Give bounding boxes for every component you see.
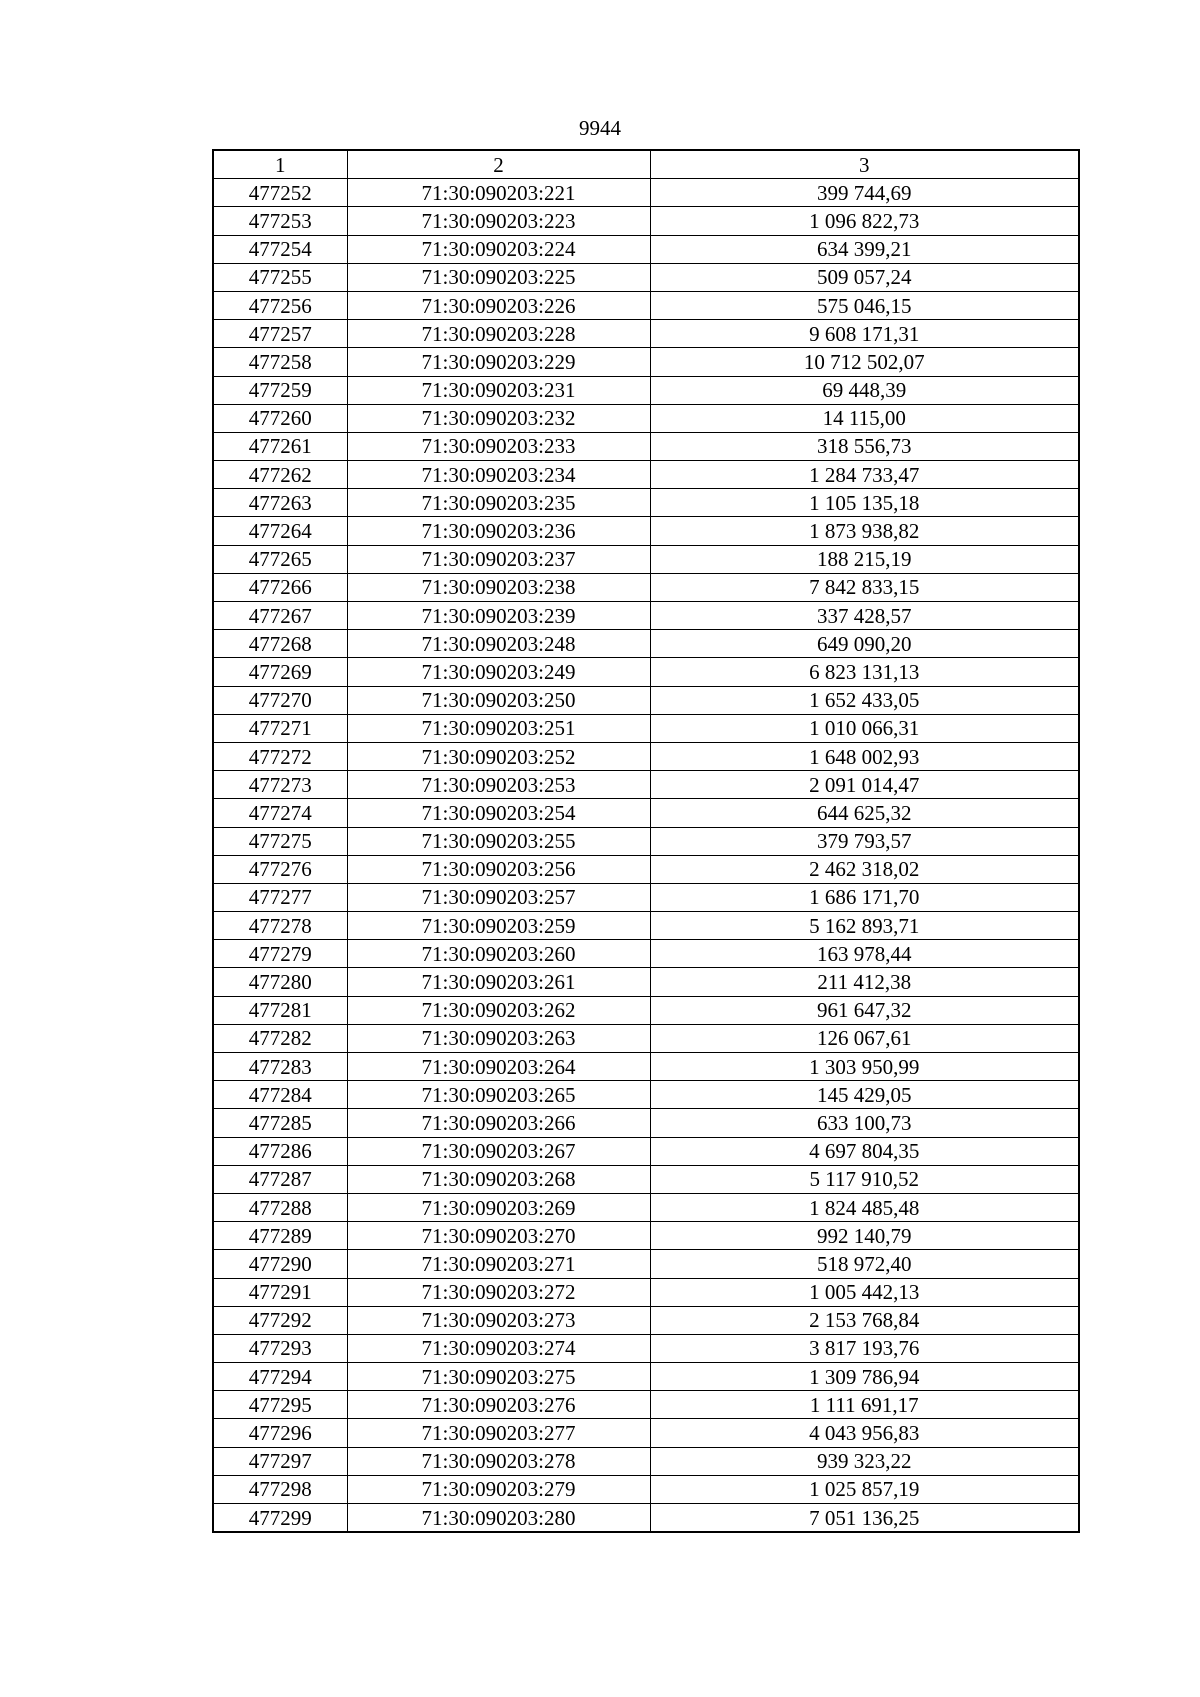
- table-row: [213, 263, 1079, 291]
- table-row: [213, 1504, 1079, 1533]
- cadastral-number-cell: 71:30:090203:261: [347, 968, 650, 996]
- table-row: [213, 207, 1079, 235]
- row-number-cell: 477253: [213, 207, 347, 235]
- cadastral-number-cell: 71:30:090203:272: [347, 1278, 650, 1306]
- row-number-cell: 477274: [213, 799, 347, 827]
- table-row: [213, 348, 1079, 376]
- cadastral-number-cell: 71:30:090203:259: [347, 912, 650, 940]
- value-cell: 2 153 768,84: [650, 1306, 1079, 1334]
- value-cell: 509 057,24: [650, 263, 1079, 291]
- cadastral-number-cell: 71:30:090203:232: [347, 404, 650, 432]
- table-row: [213, 1109, 1079, 1137]
- row-number-cell: 477294: [213, 1363, 347, 1391]
- table-row: [213, 1137, 1079, 1165]
- column-header-3: 3: [650, 150, 1079, 179]
- value-cell: 644 625,32: [650, 799, 1079, 827]
- table-row: [213, 376, 1079, 404]
- row-number-cell: 477264: [213, 517, 347, 545]
- table-row: [213, 1363, 1079, 1391]
- table-row: [213, 912, 1079, 940]
- row-number-cell: 477266: [213, 573, 347, 601]
- cadastral-number-cell: 71:30:090203:254: [347, 799, 650, 827]
- row-number-cell: 477284: [213, 1081, 347, 1109]
- row-number-cell: 477283: [213, 1053, 347, 1081]
- table-row: [213, 968, 1079, 996]
- cadastral-number-cell: 71:30:090203:251: [347, 714, 650, 742]
- row-number-cell: 477260: [213, 404, 347, 432]
- cadastral-number-cell: 71:30:090203:277: [347, 1419, 650, 1447]
- value-cell: 1 025 857,19: [650, 1475, 1079, 1503]
- value-cell: 1 652 433,05: [650, 686, 1079, 714]
- row-number-cell: 477256: [213, 291, 347, 319]
- table-header-row: [213, 150, 1079, 179]
- cadastral-number-cell: 71:30:090203:237: [347, 545, 650, 573]
- table-row: [213, 742, 1079, 770]
- table-container: [212, 149, 1078, 1533]
- value-cell: 399 744,69: [650, 179, 1079, 207]
- column-header-2: 2: [347, 150, 650, 179]
- cadastral-number-cell: 71:30:090203:223: [347, 207, 650, 235]
- data-table: [212, 149, 1080, 1533]
- cadastral-number-cell: 71:30:090203:252: [347, 742, 650, 770]
- row-number-cell: 477295: [213, 1391, 347, 1419]
- table-row: [213, 658, 1079, 686]
- value-cell: 1 105 135,18: [650, 489, 1079, 517]
- table-row: [213, 827, 1079, 855]
- cadastral-number-cell: 71:30:090203:235: [347, 489, 650, 517]
- table-row: [213, 1334, 1079, 1362]
- cadastral-number-cell: 71:30:090203:257: [347, 883, 650, 911]
- table-row: [213, 1306, 1079, 1334]
- table-row: [213, 461, 1079, 489]
- cadastral-number-cell: 71:30:090203:279: [347, 1475, 650, 1503]
- value-cell: 1 010 066,31: [650, 714, 1079, 742]
- row-number-cell: 477252: [213, 179, 347, 207]
- row-number-cell: 477275: [213, 827, 347, 855]
- row-number-cell: 477261: [213, 432, 347, 460]
- row-number-cell: 477297: [213, 1447, 347, 1475]
- cadastral-number-cell: 71:30:090203:256: [347, 855, 650, 883]
- value-cell: 3 817 193,76: [650, 1334, 1079, 1362]
- cadastral-number-cell: 71:30:090203:226: [347, 291, 650, 319]
- table-row: [213, 714, 1079, 742]
- row-number-cell: 477272: [213, 742, 347, 770]
- cadastral-number-cell: 71:30:090203:238: [347, 573, 650, 601]
- cadastral-number-cell: 71:30:090203:269: [347, 1193, 650, 1221]
- cadastral-number-cell: 71:30:090203:233: [347, 432, 650, 460]
- table-row: [213, 489, 1079, 517]
- value-cell: 5 117 910,52: [650, 1165, 1079, 1193]
- row-number-cell: 477273: [213, 771, 347, 799]
- row-number-cell: 477290: [213, 1250, 347, 1278]
- table-row: [213, 1419, 1079, 1447]
- value-cell: 1 303 950,99: [650, 1053, 1079, 1081]
- cadastral-number-cell: 71:30:090203:239: [347, 602, 650, 630]
- value-cell: 145 429,05: [650, 1081, 1079, 1109]
- cadastral-number-cell: 71:30:090203:267: [347, 1137, 650, 1165]
- table-row: [213, 1475, 1079, 1503]
- page-number-container: [0, 116, 1200, 140]
- cadastral-number-cell: 71:30:090203:224: [347, 235, 650, 263]
- cadastral-number-cell: 71:30:090203:268: [347, 1165, 650, 1193]
- table-row: [213, 1165, 1079, 1193]
- table-row: [213, 799, 1079, 827]
- value-cell: 163 978,44: [650, 940, 1079, 968]
- value-cell: 10 712 502,07: [650, 348, 1079, 376]
- row-number-cell: 477293: [213, 1334, 347, 1362]
- row-number-cell: 477268: [213, 630, 347, 658]
- row-number-cell: 477269: [213, 658, 347, 686]
- row-number-cell: 477296: [213, 1419, 347, 1447]
- table-row: [213, 517, 1079, 545]
- table-row: [213, 320, 1079, 348]
- table-row: [213, 432, 1079, 460]
- row-number-cell: 477259: [213, 376, 347, 404]
- row-number-cell: 477291: [213, 1278, 347, 1306]
- row-number-cell: 477263: [213, 489, 347, 517]
- table-row: [213, 1222, 1079, 1250]
- table-row: [213, 573, 1079, 601]
- value-cell: 126 067,61: [650, 1024, 1079, 1052]
- row-number-cell: 477262: [213, 461, 347, 489]
- page-number: 9944: [579, 116, 621, 140]
- value-cell: 337 428,57: [650, 602, 1079, 630]
- cadastral-number-cell: 71:30:090203:248: [347, 630, 650, 658]
- value-cell: 992 140,79: [650, 1222, 1079, 1250]
- cadastral-number-cell: 71:30:090203:270: [347, 1222, 650, 1250]
- table-row: [213, 1250, 1079, 1278]
- value-cell: 961 647,32: [650, 996, 1079, 1024]
- value-cell: 1 096 822,73: [650, 207, 1079, 235]
- table-row: [213, 883, 1079, 911]
- value-cell: 6 823 131,13: [650, 658, 1079, 686]
- value-cell: 318 556,73: [650, 432, 1079, 460]
- cadastral-number-cell: 71:30:090203:231: [347, 376, 650, 404]
- value-cell: 2 462 318,02: [650, 855, 1079, 883]
- value-cell: 1 309 786,94: [650, 1363, 1079, 1391]
- row-number-cell: 477292: [213, 1306, 347, 1334]
- row-number-cell: 477286: [213, 1137, 347, 1165]
- row-number-cell: 477278: [213, 912, 347, 940]
- table-row: [213, 855, 1079, 883]
- table-row: [213, 686, 1079, 714]
- row-number-cell: 477288: [213, 1193, 347, 1221]
- cadastral-number-cell: 71:30:090203:262: [347, 996, 650, 1024]
- cadastral-number-cell: 71:30:090203:263: [347, 1024, 650, 1052]
- row-number-cell: 477289: [213, 1222, 347, 1250]
- value-cell: 1 005 442,13: [650, 1278, 1079, 1306]
- value-cell: 379 793,57: [650, 827, 1079, 855]
- value-cell: 633 100,73: [650, 1109, 1079, 1137]
- value-cell: 4 043 956,83: [650, 1419, 1079, 1447]
- cadastral-number-cell: 71:30:090203:271: [347, 1250, 650, 1278]
- row-number-cell: 477280: [213, 968, 347, 996]
- table-row: [213, 404, 1079, 432]
- value-cell: 939 323,22: [650, 1447, 1079, 1475]
- row-number-cell: 477299: [213, 1504, 347, 1533]
- value-cell: 649 090,20: [650, 630, 1079, 658]
- table-row: [213, 602, 1079, 630]
- cadastral-number-cell: 71:30:090203:253: [347, 771, 650, 799]
- cadastral-number-cell: 71:30:090203:265: [347, 1081, 650, 1109]
- value-cell: 7 842 833,15: [650, 573, 1079, 601]
- table-row: [213, 996, 1079, 1024]
- row-number-cell: 477254: [213, 235, 347, 263]
- value-cell: 7 051 136,25: [650, 1504, 1079, 1533]
- column-header-1: 1: [213, 150, 347, 179]
- cadastral-number-cell: 71:30:090203:221: [347, 179, 650, 207]
- cadastral-number-cell: 71:30:090203:236: [347, 517, 650, 545]
- value-cell: 1 824 485,48: [650, 1193, 1079, 1221]
- cadastral-number-cell: 71:30:090203:249: [347, 658, 650, 686]
- row-number-cell: 477277: [213, 883, 347, 911]
- row-number-cell: 477271: [213, 714, 347, 742]
- cadastral-number-cell: 71:30:090203:266: [347, 1109, 650, 1137]
- table-row: [213, 545, 1079, 573]
- cadastral-number-cell: 71:30:090203:278: [347, 1447, 650, 1475]
- cadastral-number-cell: 71:30:090203:273: [347, 1306, 650, 1334]
- cadastral-number-cell: 71:30:090203:229: [347, 348, 650, 376]
- cadastral-number-cell: 71:30:090203:250: [347, 686, 650, 714]
- table-body: [213, 179, 1079, 1533]
- table-row: [213, 1391, 1079, 1419]
- row-number-cell: 477270: [213, 686, 347, 714]
- cadastral-number-cell: 71:30:090203:276: [347, 1391, 650, 1419]
- row-number-cell: 477287: [213, 1165, 347, 1193]
- value-cell: 5 162 893,71: [650, 912, 1079, 940]
- row-number-cell: 477282: [213, 1024, 347, 1052]
- value-cell: 1 284 733,47: [650, 461, 1079, 489]
- value-cell: 2 091 014,47: [650, 771, 1079, 799]
- cadastral-number-cell: 71:30:090203:255: [347, 827, 650, 855]
- row-number-cell: 477258: [213, 348, 347, 376]
- row-number-cell: 477298: [213, 1475, 347, 1503]
- table-row: [213, 291, 1079, 319]
- table-row: [213, 1447, 1079, 1475]
- table-row: [213, 1081, 1079, 1109]
- row-number-cell: 477255: [213, 263, 347, 291]
- cadastral-number-cell: 71:30:090203:225: [347, 263, 650, 291]
- value-cell: 634 399,21: [650, 235, 1079, 263]
- table-row: [213, 179, 1079, 207]
- value-cell: 1 648 002,93: [650, 742, 1079, 770]
- cadastral-number-cell: 71:30:090203:274: [347, 1334, 650, 1362]
- table-row: [213, 1024, 1079, 1052]
- row-number-cell: 477257: [213, 320, 347, 348]
- cadastral-number-cell: 71:30:090203:264: [347, 1053, 650, 1081]
- value-cell: 188 215,19: [650, 545, 1079, 573]
- row-number-cell: 477279: [213, 940, 347, 968]
- value-cell: 4 697 804,35: [650, 1137, 1079, 1165]
- value-cell: 14 115,00: [650, 404, 1079, 432]
- row-number-cell: 477281: [213, 996, 347, 1024]
- value-cell: 69 448,39: [650, 376, 1079, 404]
- row-number-cell: 477265: [213, 545, 347, 573]
- table-row: [213, 235, 1079, 263]
- row-number-cell: 477276: [213, 855, 347, 883]
- row-number-cell: 477267: [213, 602, 347, 630]
- value-cell: 1 873 938,82: [650, 517, 1079, 545]
- value-cell: 211 412,38: [650, 968, 1079, 996]
- cadastral-number-cell: 71:30:090203:260: [347, 940, 650, 968]
- value-cell: 575 046,15: [650, 291, 1079, 319]
- cadastral-number-cell: 71:30:090203:275: [347, 1363, 650, 1391]
- table-row: [213, 1278, 1079, 1306]
- row-number-cell: 477285: [213, 1109, 347, 1137]
- value-cell: 9 608 171,31: [650, 320, 1079, 348]
- value-cell: 1 111 691,17: [650, 1391, 1079, 1419]
- value-cell: 518 972,40: [650, 1250, 1079, 1278]
- cadastral-number-cell: 71:30:090203:280: [347, 1504, 650, 1533]
- table-row: [213, 630, 1079, 658]
- table-row: [213, 771, 1079, 799]
- table-row: [213, 940, 1079, 968]
- table-row: [213, 1053, 1079, 1081]
- table-row: [213, 1193, 1079, 1221]
- cadastral-number-cell: 71:30:090203:228: [347, 320, 650, 348]
- value-cell: 1 686 171,70: [650, 883, 1079, 911]
- cadastral-number-cell: 71:30:090203:234: [347, 461, 650, 489]
